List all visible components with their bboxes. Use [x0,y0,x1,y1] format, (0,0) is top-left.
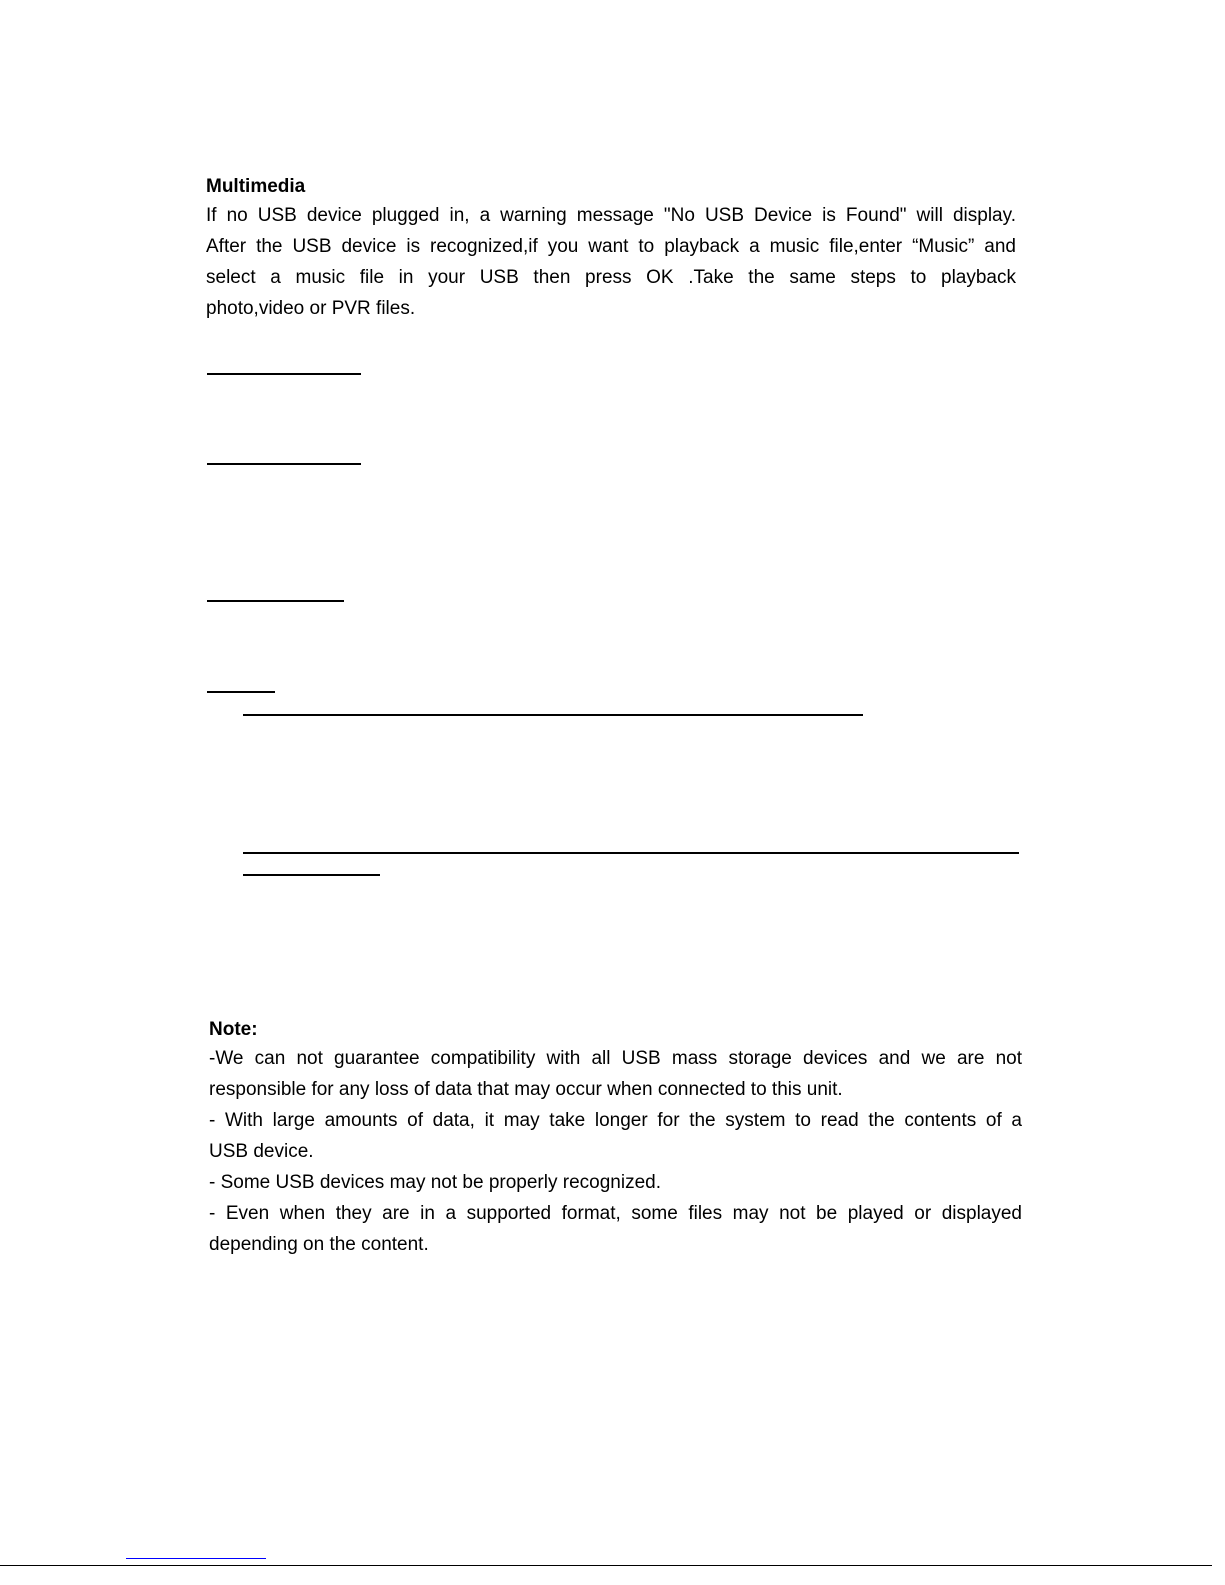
underline-rule [207,373,361,375]
multimedia-line: photo,video or PVR files. [206,298,416,319]
note-heading: Note: [209,1019,258,1040]
underline-rule [243,874,380,876]
underline-rule [207,600,344,602]
link-underline [126,1558,266,1559]
multimedia-paragraph [206,200,1016,324]
note-line: depending on the content. [209,1234,429,1255]
multimedia-line: After the USB device is recognized,if you want to playback a music file,enter “Music” and [206,236,1016,257]
underline-rule [243,852,1019,854]
underline-rule [243,714,863,716]
note-line: - Even when they are in a supported format, some files may not be played or displayed [209,1203,1022,1224]
underline-rule [207,691,275,693]
underline-rule [207,463,361,465]
multimedia-heading: Multimedia [206,176,306,197]
multimedia-line: If no USB device plugged in, a warning message "No USB Device is Found" will display. [206,205,1016,226]
multimedia-line: select a music file in your USB then press OK .Take the same steps to playback [206,267,1016,288]
note-line: responsible for any loss of data that may occur when connected to this unit. [209,1079,843,1100]
note-line: -We can not guarantee compatibility with all USB mass storage devices and we are not [209,1048,1022,1069]
page-bottom-rule [0,1565,1212,1566]
note-line: USB device. [209,1141,314,1162]
note-line: - With large amounts of data, it may take longer for the system to read the contents of a [209,1110,1022,1131]
note-paragraph [209,1043,1022,1260]
note-line: - Some USB devices may not be properly recognized. [209,1172,661,1193]
